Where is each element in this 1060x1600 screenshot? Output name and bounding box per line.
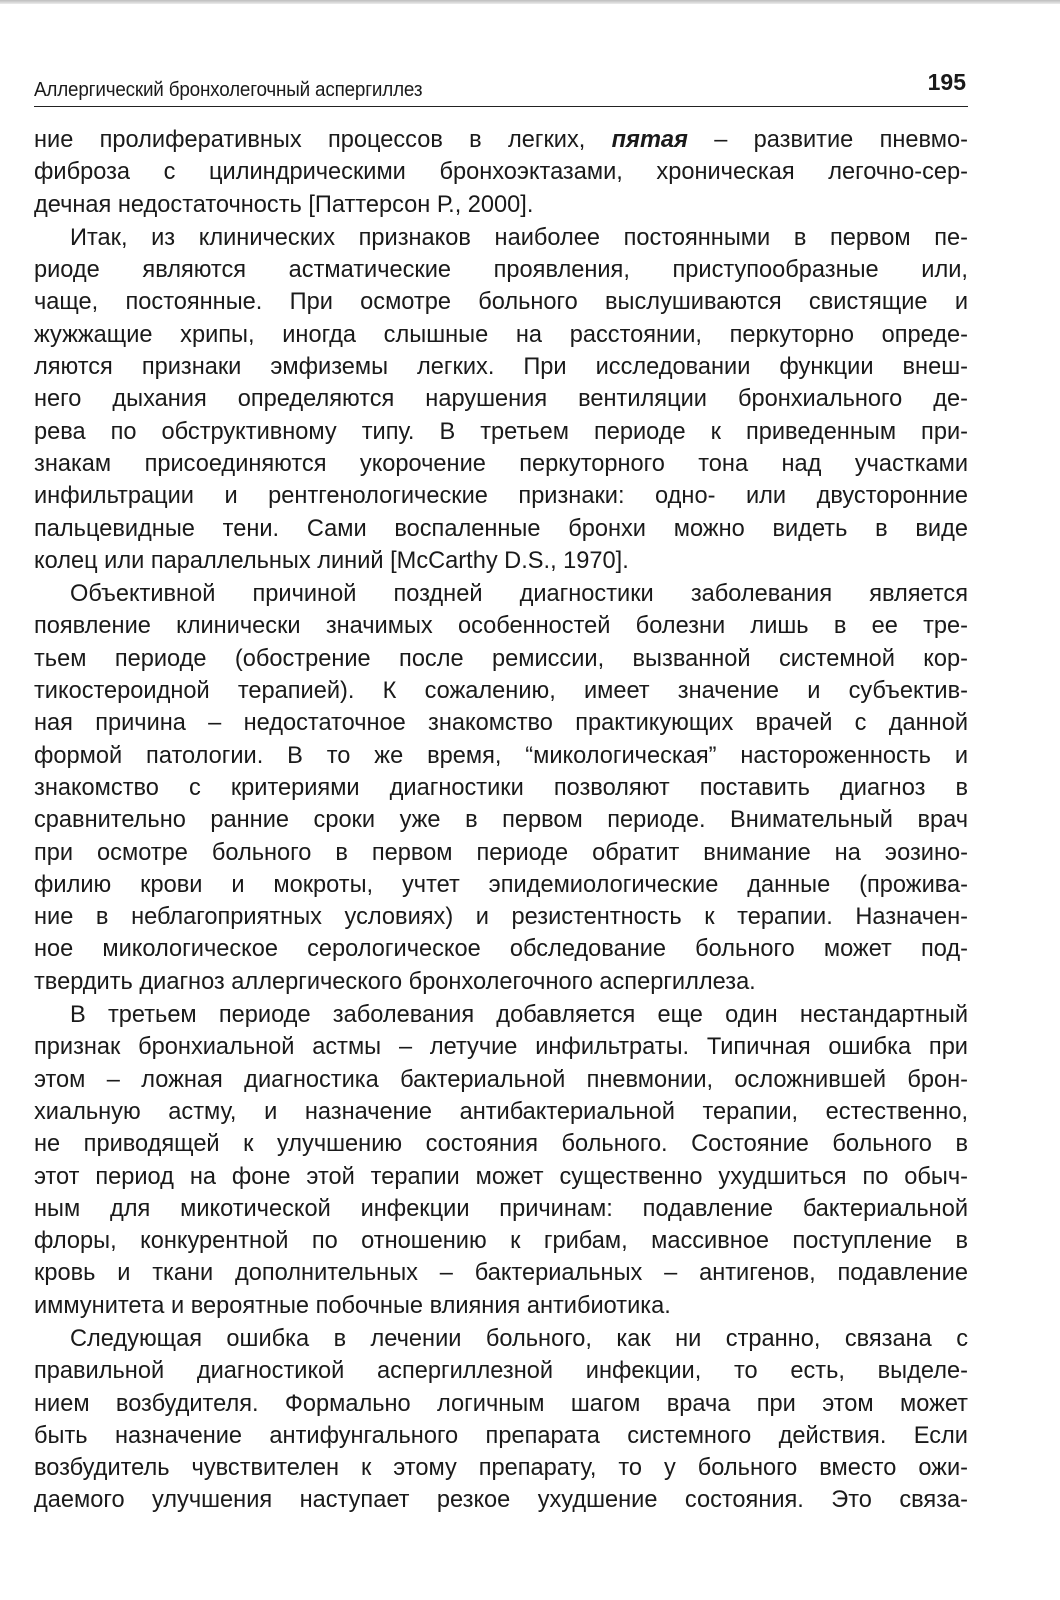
text-segment: сравнительно ранние сроки уже в первом периоде. Внимательный врач bbox=[34, 807, 968, 834]
text-line bbox=[34, 772, 968, 804]
text-line bbox=[34, 351, 968, 383]
text-segment: при осмотре больного в первом периоде обратит внимание на эозино- bbox=[34, 839, 968, 866]
text-line bbox=[34, 837, 968, 869]
text-segment: рева по обструктивному типу. В третьем периоде к приведенным при- bbox=[34, 418, 968, 445]
text-segment: ная причина – недостаточное знакомство практикующих врачей с данной bbox=[34, 710, 968, 737]
text-segment: фиброза с цилиндрическими бронхоэктазами, хроническая легочно-сер- bbox=[34, 159, 968, 186]
text-line bbox=[34, 901, 968, 933]
text-segment: инфильтрации и рентгенологические признаки: одно- или двусторонние bbox=[34, 483, 968, 510]
text-line bbox=[34, 1290, 968, 1322]
page-number: 195 bbox=[927, 69, 966, 95]
text-line bbox=[34, 707, 968, 739]
text-line bbox=[34, 1355, 968, 1387]
text-line bbox=[34, 1257, 968, 1289]
text-segment: ное микологическое серологическое обследование больного может под- bbox=[34, 936, 968, 963]
emphasis-word: пятая bbox=[611, 127, 688, 153]
paragraph bbox=[34, 578, 968, 998]
text-segment: Итак, из клинических признаков наиболее постоянными в первом пе- bbox=[70, 224, 968, 251]
text-segment: нием возбудителя. Формально логичным шагом врача при этом может bbox=[34, 1390, 968, 1417]
text-segment: колец или параллельных линий [McCarthy D.S., 1970]. bbox=[34, 547, 629, 574]
text-line bbox=[34, 319, 968, 351]
text-line bbox=[34, 1323, 968, 1355]
text-segment: появление клинически значимых особенностей болезни лишь в ее тре- bbox=[34, 613, 968, 640]
text-segment: – развитие пневмо- bbox=[687, 127, 968, 153]
page-header bbox=[34, 62, 968, 107]
text-line bbox=[34, 1225, 968, 1257]
text-segment: иммунитета и вероятные побочные влияния антибиотика. bbox=[34, 1292, 671, 1319]
text-line bbox=[34, 966, 968, 998]
text-line bbox=[34, 675, 968, 707]
text-segment: даемого улучшения наступает резкое ухудшение состояния. Это связа- bbox=[34, 1487, 968, 1514]
text-segment: быть назначение антифунгального препарата системного действия. Если bbox=[34, 1422, 968, 1449]
text-line bbox=[34, 610, 968, 642]
scan-top-edge bbox=[0, 0, 1060, 4]
text-line bbox=[34, 124, 968, 156]
text-segment: правильной диагностикой аспергиллезной инфекции, то есть, выделе- bbox=[34, 1358, 968, 1385]
text-line bbox=[34, 1193, 968, 1225]
text-segment: риоде являются астматические проявления, приступообразные или, bbox=[34, 257, 968, 284]
text-segment: этом – ложная диагностика бактериальной пневмонии, осложнившей брон- bbox=[34, 1066, 968, 1093]
text-segment: ние пролиферативных процессов в легких, bbox=[34, 127, 612, 153]
text-line bbox=[34, 1064, 968, 1096]
text-line bbox=[34, 480, 968, 512]
text-line bbox=[34, 869, 968, 901]
text-segment: чаще, постоянные. При осмотре больного выслушиваются свистящие и bbox=[34, 289, 968, 316]
text-segment: формой патологии. В то же время, “микологическая” настороженность и bbox=[34, 742, 968, 769]
text-line bbox=[34, 643, 968, 675]
text-line bbox=[34, 416, 968, 448]
text-segment: тикостероидной терапией). К сожалению, имеет значение и субъектив- bbox=[34, 678, 968, 705]
text-segment: этот период на фоне этой терапии может существенно ухудшиться по обыч- bbox=[34, 1163, 968, 1190]
paragraph bbox=[34, 222, 968, 577]
text-line bbox=[34, 448, 968, 480]
paragraph bbox=[34, 999, 968, 1322]
text-line bbox=[34, 740, 968, 772]
running-title: Аллергический бронхолегочный аспергиллез bbox=[34, 78, 423, 101]
text-line bbox=[34, 1031, 968, 1063]
paragraph bbox=[34, 1323, 968, 1517]
text-segment: признак бронхиальной астмы – летучие инфильтраты. Типичная ошибка при bbox=[34, 1034, 968, 1061]
text-line bbox=[34, 545, 968, 577]
text-line bbox=[34, 1452, 968, 1484]
text-segment: Следующая ошибка в лечении больного, как ни странно, связана с bbox=[70, 1325, 968, 1352]
text-line bbox=[34, 383, 968, 415]
text-segment: кровь и ткани дополнительных – бактериальных – антигенов, подавление bbox=[34, 1260, 968, 1287]
text-segment: ние в неблагоприятных условиях) и резистентность к терапии. Назначен- bbox=[34, 904, 968, 931]
text-line bbox=[34, 999, 968, 1031]
text-line bbox=[34, 1388, 968, 1420]
text-segment: хиальную астму, и назначение антибактериальной терапии, естественно, bbox=[34, 1098, 968, 1125]
text-segment: ным для микотической инфекции причинам: подавление бактериальной bbox=[34, 1195, 968, 1222]
paragraph bbox=[34, 124, 968, 221]
text-segment: жужжащие хрипы, иногда слышные на расстоянии, перкуторно опреде- bbox=[34, 321, 968, 348]
text-line bbox=[34, 254, 968, 286]
text-segment: не приводящей к улучшению состояния больного. Состояние больного в bbox=[34, 1131, 968, 1158]
text-line bbox=[34, 1484, 968, 1516]
text-segment: возбудитель чувствителен к этому препарату, то у больного вместо ожи- bbox=[34, 1455, 968, 1482]
text-segment: него дыхания определяются нарушения вентиляции бронхиального де- bbox=[34, 386, 968, 413]
text-segment: филию крови и мокроты, учтет эпидемиологические данные (прожива- bbox=[34, 871, 968, 898]
body-text bbox=[34, 124, 968, 1518]
text-line bbox=[34, 189, 968, 221]
text-line bbox=[34, 513, 968, 545]
text-line bbox=[34, 578, 968, 610]
text-segment: знакомство с критериями диагностики позволяют поставить диагноз в bbox=[34, 774, 968, 801]
text-segment: дечная недостаточность [Паттерсон Р., 2000]. bbox=[34, 191, 534, 218]
text-line bbox=[34, 804, 968, 836]
text-segment: тьем периоде (обострение после ремиссии, вызванной системной кор- bbox=[34, 645, 968, 672]
text-line bbox=[34, 1096, 968, 1128]
text-line bbox=[34, 1420, 968, 1452]
text-segment: Объективной причиной поздней диагностики заболевания является bbox=[70, 581, 968, 608]
text-segment: В третьем периоде заболевания добавляется еще один нестандартный bbox=[70, 1002, 968, 1029]
text-line bbox=[34, 222, 968, 254]
text-segment: пальцевидные тени. Сами воспаленные бронхи можно видеть в виде bbox=[34, 515, 968, 542]
text-segment: флоры, конкурентной по отношению к грибам, массивное поступление в bbox=[34, 1228, 968, 1255]
text-line bbox=[34, 1161, 968, 1193]
text-segment: твердить диагноз аллергического бронхолегочного аспергиллеза. bbox=[34, 968, 756, 995]
text-segment: знакам присоединяются укорочение перкуторного тона над участками bbox=[34, 450, 968, 477]
text-line bbox=[34, 156, 968, 188]
text-line bbox=[34, 286, 968, 318]
text-line bbox=[34, 1128, 968, 1160]
text-line bbox=[34, 933, 968, 965]
text-segment: ляются признаки эмфиземы легких. При исследовании функции внеш- bbox=[34, 354, 968, 381]
